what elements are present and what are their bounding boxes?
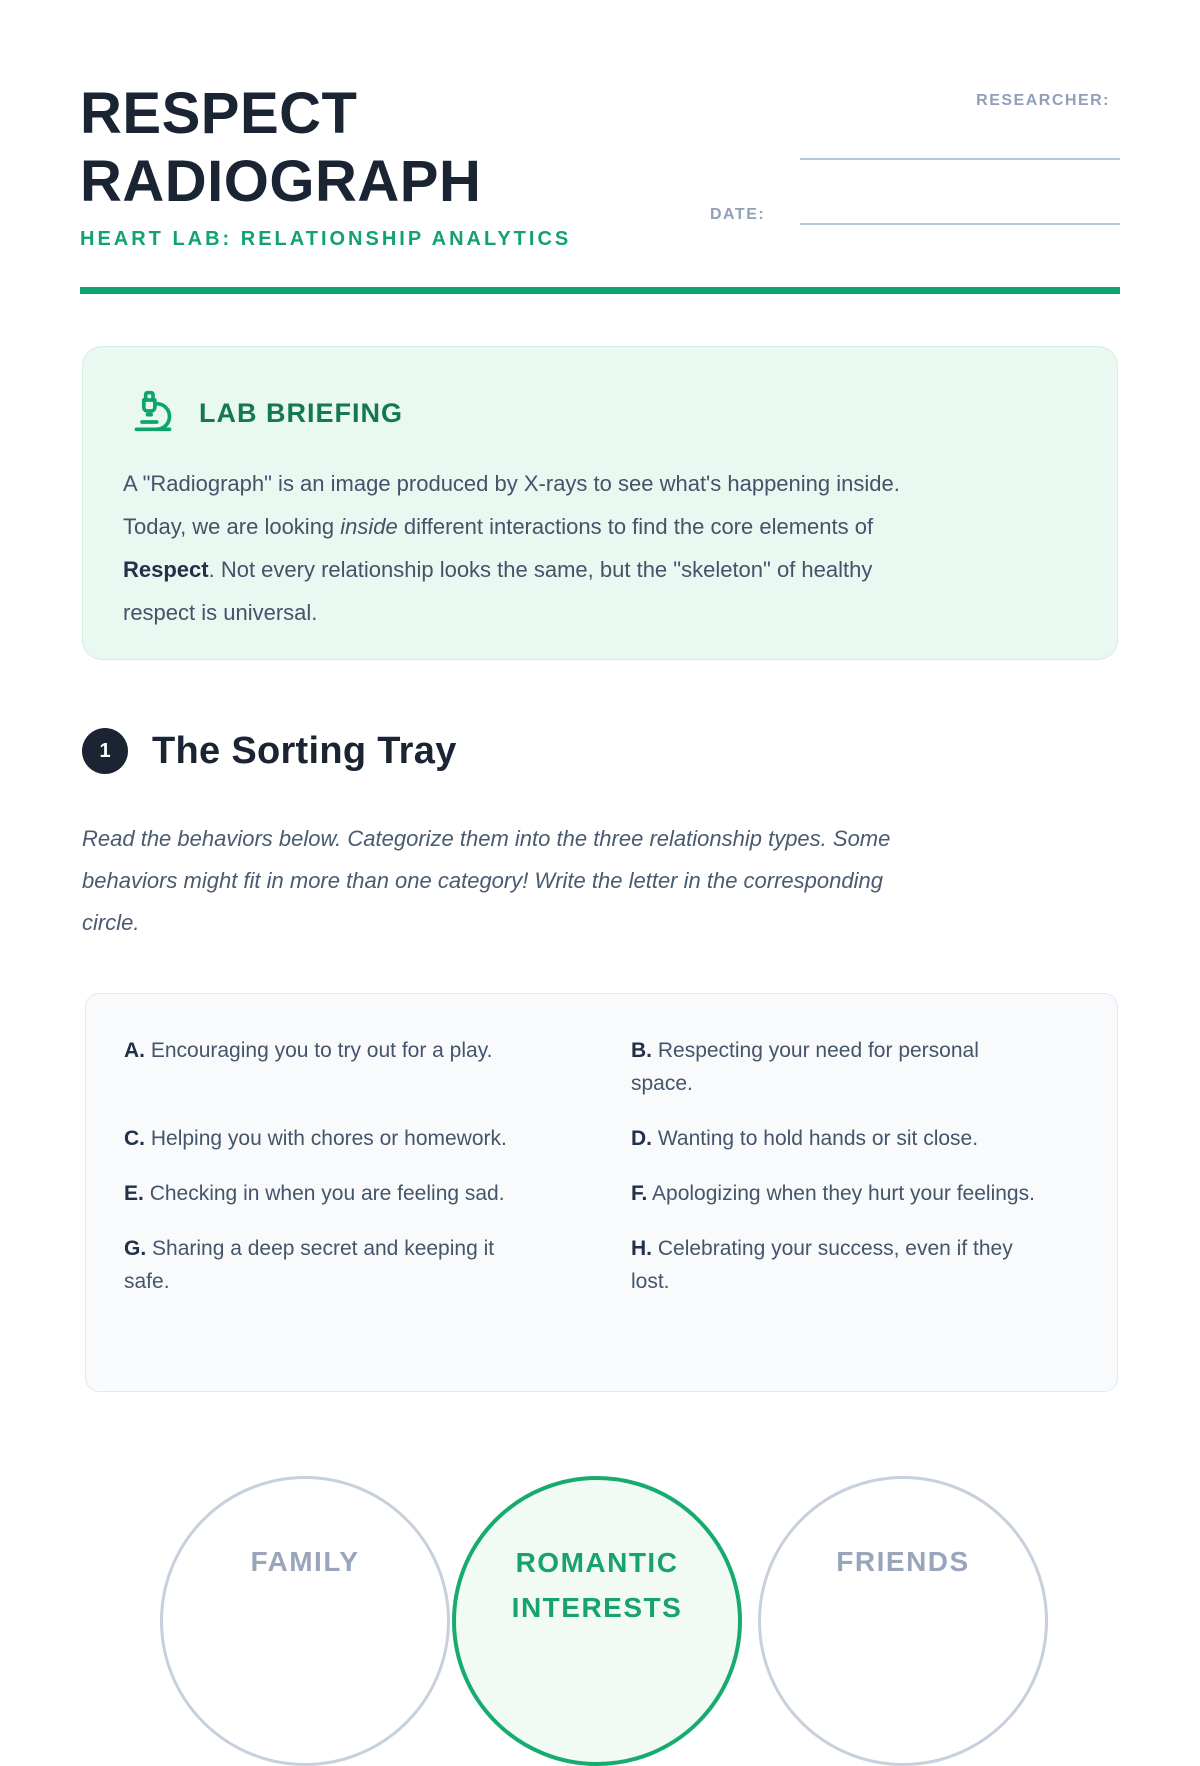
behavior-item-d: D. Wanting to hold hands or sit close. <box>631 1127 979 1150</box>
lab-briefing-text <box>123 462 1077 634</box>
date-fill-line[interactable] <box>800 223 1120 225</box>
behaviors-card <box>85 993 1118 1392</box>
behavior-item-b: B. Respecting your need for personal space. <box>631 1039 979 1095</box>
page-subtitle: HEART LAB: RELATIONSHIP ANALYTICS <box>80 228 572 250</box>
category-label-family: FAMILY <box>250 1546 360 1577</box>
microscope-icon <box>131 389 175 438</box>
behavior-item-g: G. Sharing a deep secret and keeping it safe. <box>124 1237 495 1293</box>
researcher-label: RESEARCHER: <box>976 92 1110 109</box>
section-number-badge: 1 <box>82 728 128 774</box>
lab-briefing-header <box>131 389 1077 438</box>
behavior-item-h: H. Celebrating your success, even if they lost. <box>631 1237 1013 1293</box>
page-title-line2: RADIOGRAPH <box>80 149 482 214</box>
behavior-item-c: C. Helping you with chores or homework. <box>124 1127 507 1150</box>
category-circle-family[interactable] <box>160 1476 450 1766</box>
behavior-item-f: F. Apologizing when they hurt your feelings. <box>631 1182 1035 1205</box>
section-instructions: Read the behaviors below. Categorize them into the three relationship types. Some behaviors might fit in more than one category! Write the letter in the corresponding circle. <box>82 826 891 935</box>
category-circle-romantic-interests[interactable] <box>452 1476 742 1766</box>
page-title-line1: RESPECT <box>80 81 358 146</box>
briefing-italic-word: inside <box>340 514 398 539</box>
section-title: The Sorting Tray <box>152 729 457 772</box>
briefing-bold-word: Respect <box>123 557 209 582</box>
category-label-romantic-line1: ROMANTIC <box>515 1547 679 1578</box>
researcher-fill-line[interactable] <box>800 158 1120 160</box>
category-label-romantic-line2: INTERESTS <box>511 1592 683 1623</box>
page-title <box>80 80 571 216</box>
date-label: DATE: <box>710 206 766 223</box>
behavior-item-e: E. Checking in when you are feeling sad. <box>124 1182 505 1205</box>
title-block <box>80 80 571 251</box>
briefing-line-1: A "Radiograph" is an image produced by X-rays to see what's happening inside. <box>123 471 900 496</box>
lab-briefing-title: LAB BRIEFING <box>199 398 403 428</box>
briefing-line-3: Respect. Not every relationship looks the same, but the "skeleton" of healthy <box>123 557 873 582</box>
briefing-line-2: Today, we are looking inside different interactions to find the core elements of <box>123 514 874 539</box>
lab-briefing-card <box>82 346 1118 660</box>
briefing-line-4: respect is universal. <box>123 600 318 625</box>
header-divider <box>80 287 1120 294</box>
category-circle-friends[interactable] <box>758 1476 1048 1766</box>
category-label-friends: FRIENDS <box>836 1546 970 1577</box>
section-1-header <box>82 728 457 774</box>
behavior-item-a: A. Encouraging you to try out for a play. <box>124 1039 493 1062</box>
